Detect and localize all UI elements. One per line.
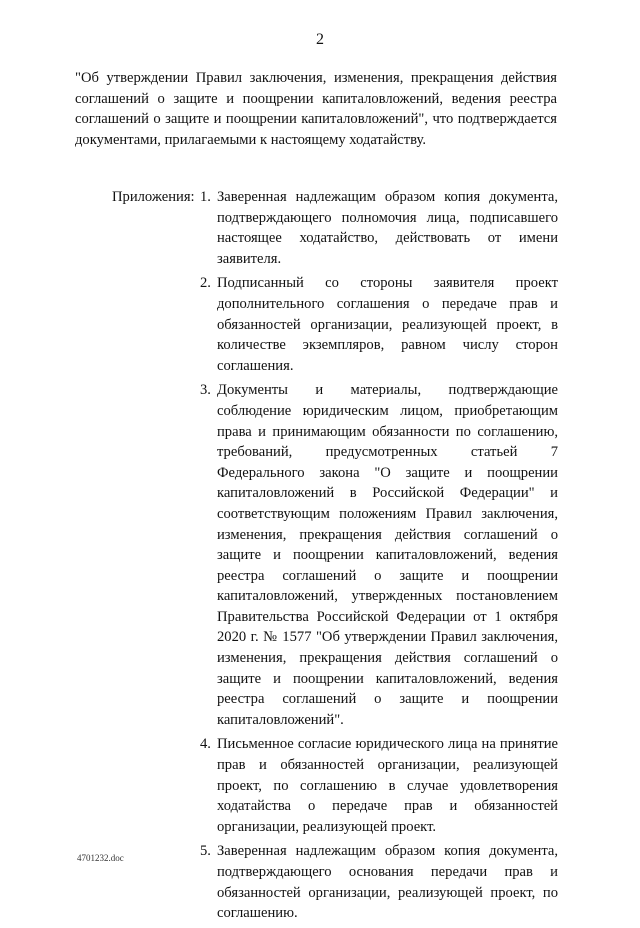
appendix-item-text: Документы и материалы, подтверждающие соблюдение юридическим лицом, приобретающим права и принимающим обязанности по соглашению, требований, предусмотренных статьей 7 Федерального закона "О защите и поощрении капиталовложений в Российской Федерации" и соответствующим положениям Правил заключения, изменения, прекращения действия соглашений о защите и поощрении капиталовложений, ведения реестра соглашений о защите и поощрении капиталовложений, утвержденных постановлением Правительства Российской Федерации от 1 октября 2020 г. № 1577 "Об утверждении Правил заключения, изменения, прекращения действия соглашений о защите и поощрении капиталовложений, ведения реестра соглашений о защите и поощрении капиталовложений". (217, 382, 558, 728)
appendix-item-text: Заверенная надлежащим образом копия документа, подтверждающего полномочия лица, подписавшего настоящее ходатайство, действовать от имени заявителя. (217, 189, 558, 267)
appendix-item-1 (200, 187, 558, 269)
appendix-item-number: 1. (200, 189, 211, 205)
document-file-code: 4701232.doc (77, 853, 124, 863)
appendix-item-text: Подписанный со стороны заявителя проект дополнительного соглашения о передаче прав и обязанностей организации, реализующей проект, в количестве экземпляров, равном числу сторон соглашения. (217, 275, 558, 374)
appendix-item-text: Письменное согласие юридического лица на принятие прав и обязанностей организации, реализующей проект, по соглашению в случае удовлетворения ходатайства о передаче прав и обязанностей организации, реализующей проект. (217, 736, 558, 835)
appendix-item-number: 2. (200, 275, 211, 292)
intro-text: "Об утверждении Правил заключения, изменения, прекращения действия соглашений о защите и поощрении капиталовложений, ведения реестра соглашений о защите и поощрении капиталовложений", что подтверждается документами, прилагаемыми к настоящему ходатайству. (75, 70, 557, 148)
appendix-list (200, 187, 558, 928)
appendix-item-number: 5. (200, 843, 211, 860)
page-number: 2 (316, 31, 324, 48)
appendix-item-4 (200, 734, 558, 837)
appendix-label: Приложения: (112, 189, 195, 205)
appendix-item-text: Заверенная надлежащим образом копия документа, подтверждающего основания передачи прав и обязанностей организации, реализующей проект, по соглашению. (217, 843, 558, 922)
appendix-item-2 (200, 273, 558, 376)
appendix-item-5 (200, 841, 558, 923)
appendix-item-number: 3. (200, 382, 211, 399)
appendix-item-number: 4. (200, 736, 211, 753)
intro-paragraph (75, 68, 557, 150)
appendix-item-3 (200, 380, 558, 730)
